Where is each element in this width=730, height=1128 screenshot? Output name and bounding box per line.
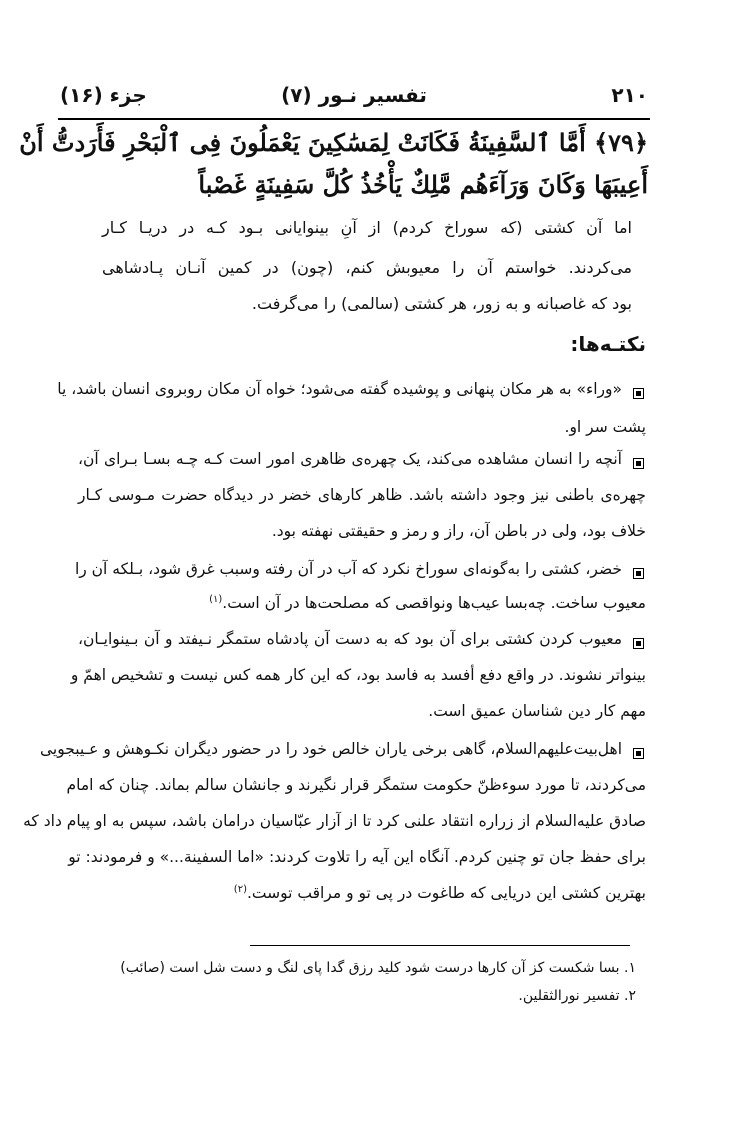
note-2-line-2: چهره‌ی باطنی نیز وجود داشته باشد. ظاهر کارهای خضر در دیدگاه حضرت مـوسی کـار (78, 486, 646, 504)
footnote-ref-2: (۲) (233, 884, 247, 895)
verse-line-2: أَعِيبَهَا وَكَانَ وَرَآءَهُم مَّلِكٌ يَأْخُذُ كُلَّ سَفِينَةٍ غَصْباً (198, 170, 648, 199)
translation-line-1: اما آن کشتی (که سوراخ کردم) از آنِ بینوایانی بـود کـه در دریـا کـار (102, 218, 632, 237)
bullet-box-icon (633, 458, 644, 469)
running-header (60, 80, 648, 114)
part-label: جزء (۱۶) (60, 83, 147, 107)
footnote-ref-1: (۱) (209, 594, 223, 605)
bullet-box-icon (633, 568, 644, 579)
note-2-line-3: خلاف بود، ولی در باطن آن، راز و رمز و حقیقتی نهفته بود. (271, 522, 646, 540)
note-1-line-1: «وراء» به هر مکان پنهانی و پوشیده گفته می‌شود؛ خواه آن مکان روبروی انسان باشد، یا (57, 380, 622, 398)
verse-line-1: ﴿۷۹﴾ أَمَّا ٱلسَّفِينَةُ فَكَانَتْ لِمَسَٰكِينَ يَعْمَلُونَ فِى ٱلْبَحْرِ فَأَرَدتُّ أَنْ (19, 128, 648, 157)
footnote-2: ۲. تفسیر نورالثقلین. (518, 988, 636, 1004)
note-1-line-2: پشت سر او. (564, 418, 646, 436)
note-5-line-5 (78, 884, 646, 902)
bullet-box-icon (633, 388, 644, 399)
note-5-line-3: صادق علیه‌السلام از زراره انتقاد علنی کرد تا از آزار عبّاسیان درامان باشد، سپس به او پیام داد که (23, 812, 646, 830)
note-5-line-4: برای حفظ جان تو چنین کردم. آنگاه این آیه را تلاوت کردند: «اما السفینة...» و فرمودند: تو (68, 848, 646, 866)
note-3-line-2 (78, 594, 646, 612)
translation-line-2: می‌کردند. خواستم آن را معیوبش کنم، (چون) در کمین آنـان پـادشاهی (102, 258, 632, 277)
note-5-text: بهترین کشتی این دریایی که طاغوت در پی تو و مراقب توست. (246, 884, 646, 903)
footnote-1: ۱. بسا شکست کز آن کارها درست شود کلید رزق گدا پای لنگ و دست شل است (صائب) (120, 960, 636, 976)
note-3-text: معیوب ساخت. چه‌بسا عیب‌ها ونواقصی که مصلحت‌ها در آن است. (222, 594, 646, 613)
note-2-line-1: آنچه را انسان مشاهده می‌کند، یک چهره‌ی ظاهری امور است کـه چـه بسـا بـرای آن، (78, 450, 622, 468)
footnote-rule (250, 945, 630, 946)
note-4-line-2: بینواتر نشوند. در واقع دفع أفسد به فاسد بود، که این کار همه کس نیست و تشخیص اهمّ و (70, 666, 646, 684)
note-4-line-1: معیوب کردن کشتی برای آن بود که به دست آن پادشاه ستمگر نـیفتد و آن بـینوایـان، (78, 630, 622, 648)
note-3-line-1: خضر، کشتی را به‌گونه‌ای سوراخ نکرد که آب در آن رفته وسبب غرق شود، بـلکه آن را (74, 560, 622, 578)
note-4-line-3: مهم کار دین شناسان عمیق است. (428, 702, 646, 720)
page-number: ۲۱۰ (611, 83, 648, 107)
bullet-box-icon (633, 748, 644, 759)
notes-heading: نکتـه‌ها: (570, 332, 646, 356)
header-rule (58, 118, 650, 120)
translation-line-3: بود که غاصبانه و به زور، هر کشتی (سالمی) را می‌گرفت. (251, 294, 632, 313)
bullet-box-icon (633, 638, 644, 649)
book-title: تفسیر نـور (۷) (281, 83, 427, 107)
note-5-line-1: اهل‌بیت‌علیهم‌السلام، گاهی برخی یاران خالص خود را در حضور دیگران نکـوهش و عـیبجویی (40, 740, 622, 758)
note-5-line-2: می‌کردند، تا مورد سوءظنّ حکومت ستمگر قرار نگیرند و جانشان سالم بماند. چنان که امام (66, 776, 646, 794)
